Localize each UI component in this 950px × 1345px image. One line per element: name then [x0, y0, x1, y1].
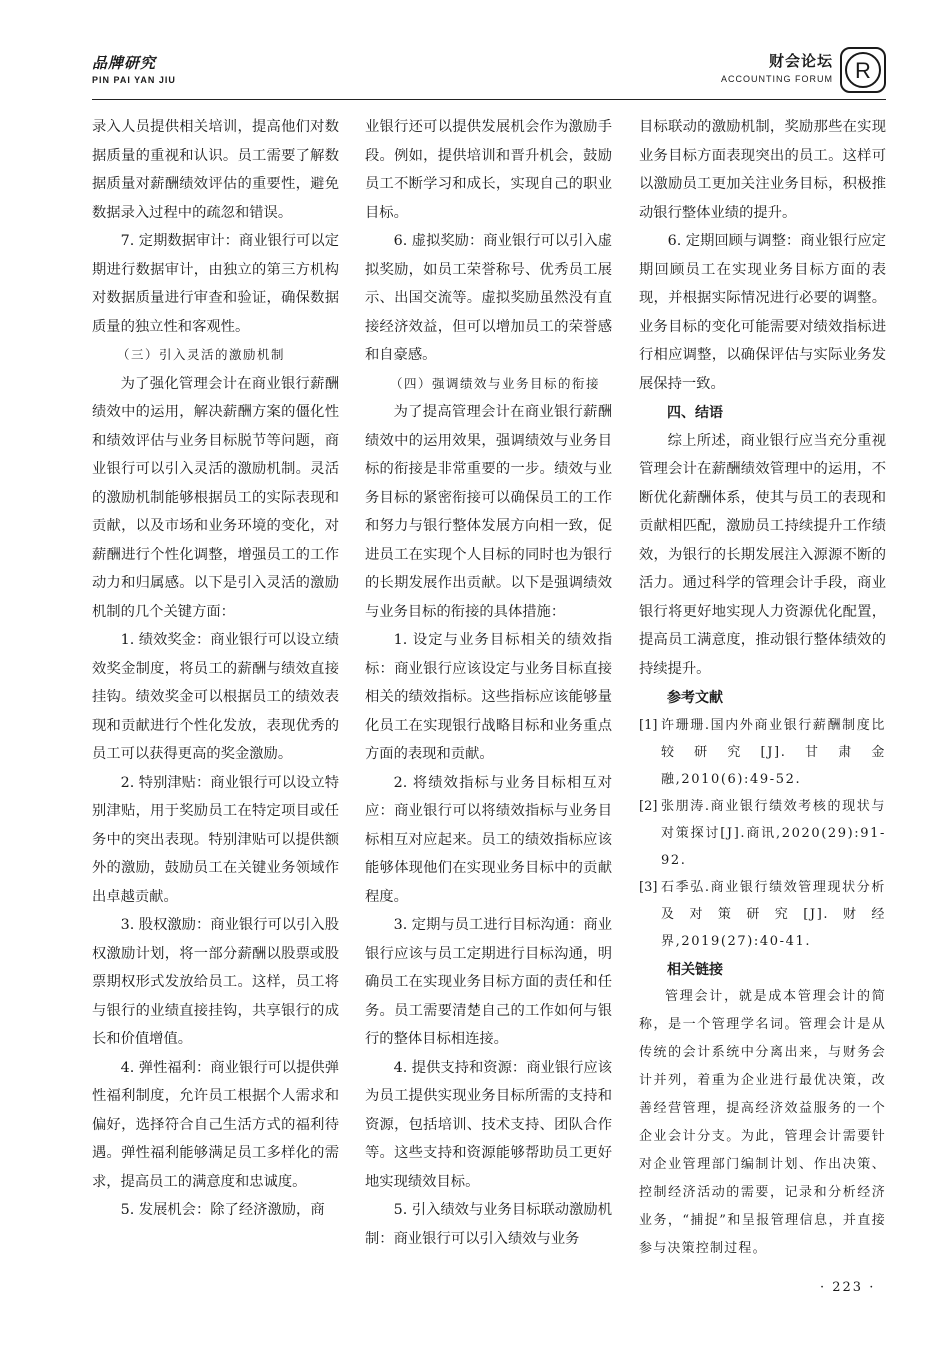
reference-text: 石季弘.商业银行绩效管理现状分析及对策研究[J].财经界,2019(27):40-41.	[661, 879, 886, 949]
paragraph: 6. 定期回顾与调整：商业银行应定期回顾员工在实现业务目标方面的表现，并根据实际情况进行必要的调整。业务目标的变化可能需要对绩效指标进行相应调整，以确保评估与实际业务发展保持一致。	[639, 233, 886, 392]
paragraph: 录入人员提供相关培训，提高他们对数据质量的重视和认识。员工需要了解数据质量对薪酬绩效评估的重要性，避免数据录入过程中的疏忽和错误。	[92, 119, 339, 221]
reference-item	[639, 793, 886, 874]
reference-number: [1]	[639, 717, 658, 733]
reference-item	[639, 712, 886, 793]
paragraph: 5. 发展机会：除了经济激励，商	[120, 1202, 325, 1218]
paragraph: 为了提高管理会计在商业银行薪酬绩效中的运用效果，强调绩效与业务目标的衔接是非常重要的一步。绩效与业务目标的紧密衔接可以确保员工的工作和努力与银行整体发展方向相一致，促进员工在实现个人目标的同时也为银行的长期发展作出贡献。以下是强调绩效与业务目标的衔接的具体措施：	[365, 404, 612, 620]
related-link-text: 管理会计，就是成本管理会计的简称，是一个管理学名词。管理会计是从传统的会计系统中分离出来，与财务会计并列，着重为企业进行最优决策，改善经营管理，提高经济效益服务的一个企业会计分支。为此，管理会计需要针对企业管理部门编制计划、作出决策、控制经济活动的需要，记录和分析经济业务，“捕捉”和呈报管理信息，并直接参与决策控制过程。	[639, 989, 886, 1256]
conclusion-paragraph: 综上所述，商业银行应当充分重视管理会计在薪酬绩效管理中的运用，不断优化薪酬体系，使其与员工的表现和贡献相匹配，激励员工持续提升工作绩效，为银行的长期发展注入源源不断的活力。通过科学的管理会计手段，商业银行将更好地实现人力资源优化配置，提高员工满意度，推动银行整体绩效的持续提升。	[639, 432, 886, 677]
references-heading: 参考文献	[667, 689, 723, 705]
column-3	[639, 113, 886, 1263]
paragraph: 6. 虚拟奖励：商业银行可以引入虚拟奖励，如员工荣誉称号、优秀员工展示、出国交流等。虚拟奖励虽然没有直接经济效益，但可以增加员工的荣誉感和自豪感。	[365, 233, 612, 363]
column-1	[92, 113, 339, 1225]
journal-title-en: PIN PAI YAN JIU	[92, 75, 176, 85]
paragraph: 1. 设定与业务目标相关的绩效指标：商业银行应该设定与业务目标直接相关的绩效指标。这些指标应该能够量化员工在实现银行战略目标和业务重点方面的表现和贡献。	[365, 632, 612, 762]
registered-logo-icon	[840, 47, 886, 93]
paragraph: 2. 将绩效指标与业务目标相互对应：商业银行可以将绩效指标与业务目标相互对应起来。员工的绩效指标应该能够体现他们在实现业务目标中的贡献程度。	[365, 774, 612, 905]
reference-item	[639, 874, 886, 955]
related-link-heading: 相关链接	[667, 960, 723, 977]
paragraph: 4. 提供支持和资源：商业银行应该为员工提供实现业务目标所需的支持和资源，包括培训、技术支持、团队合作等。这些支持和资源能够帮助员工更好地实现绩效目标。	[365, 1059, 612, 1190]
section-title-cn: 财会论坛	[768, 53, 833, 70]
reference-number: [2]	[639, 798, 658, 814]
paragraph: 3. 定期与员工进行目标沟通：商业银行应该与员工定期进行目标沟通，明确员工在实现业务目标方面的责任和任务。员工需要清楚自己的工作如何与银行的整体目标相连接。	[365, 917, 612, 1047]
journal-title-cn: 品牌研究	[92, 54, 157, 72]
paragraph: 1. 绩效奖金：商业银行可以设立绩效奖金制度，将员工的薪酬与绩效直接挂钩。绩效奖金可以根据员工的绩效表现和贡献进行个性化发放，表现优秀的员工可以获得更高的奖金激励。	[92, 632, 339, 762]
reference-number: [3]	[639, 879, 658, 895]
column-2	[365, 113, 612, 1253]
logo-letter: R	[855, 58, 871, 83]
paragraph: 为了强化管理会计在商业银行薪酬绩效中的运用，解决薪酬方案的僵化性和绩效评估与业务目标脱节等问题，商业银行可以引入灵活的激励机制。灵活的激励机制能够根据员工的实际表现和贡献，以及市场和业务环境的变化，对薪酬进行个性化调整，增强员工的工作动力和归属感。以下是引入灵活的激励机制的几个关键方面：	[92, 375, 339, 620]
section-name-right	[721, 50, 833, 84]
journal-name-left	[92, 52, 176, 85]
paragraph: 7. 定期数据审计：商业银行可以定期进行数据审计，由独立的第三方机构对数据质量进行审查和验证，确保数据质量的独立性和客观性。	[92, 233, 339, 335]
conclusion-heading: 四、结语	[667, 404, 723, 420]
paragraph: 4. 弹性福利：商业银行可以提供弹性福利制度，允许员工根据个人需求和偏好，选择符合自己生活方式的福利待遇。弹性福利能够满足员工多样化的需求，提高员工的满意度和忠诚度。	[92, 1059, 339, 1190]
subsection-heading: （四）强调绩效与业务目标的衔接	[390, 375, 601, 391]
paragraph: 5. 引入绩效与业务目标联动激励机制：商业银行可以引入绩效与业务	[365, 1202, 612, 1247]
paragraph: 2. 特别津贴：商业银行可以设立特别津贴，用于奖励员工在特定项目或任务中的突出表现。特别津贴可以提供额外的激励，鼓励员工在关键业务领域作出卓越贡献。	[92, 774, 339, 905]
page-number: · 223 ·	[820, 1280, 876, 1295]
subsection-heading: （三）引入灵活的激励机制	[117, 347, 286, 362]
header-rule	[92, 99, 886, 100]
paragraph: 业银行还可以提供发展机会作为激励手段。例如，提供培训和晋升机会，鼓励员工不断学习和成长，实现自己的职业目标。	[365, 119, 612, 221]
section-title-en: ACCOUNTING FORUM	[721, 74, 833, 84]
reference-text: 张朋涛.商业银行绩效考核的现状与对策探讨[J].商讯,2020(29):91-92.	[661, 798, 886, 868]
paragraph: 目标联动的激励机制，奖励那些在实现业务目标方面表现突出的员工。这样可以激励员工更加关注业务目标，积极推动银行整体业绩的提升。	[639, 119, 886, 221]
reference-text: 许珊珊.国内外商业银行薪酬制度比较研究[J].甘肃金融,2010(6):49-52.	[661, 717, 886, 787]
paragraph: 3. 股权激励：商业银行可以引入股权激励计划，将一部分薪酬以股票或股票期权形式发放给员工。这样，员工将与银行的业绩直接挂钩，共享银行的成长和价值增值。	[92, 917, 339, 1047]
